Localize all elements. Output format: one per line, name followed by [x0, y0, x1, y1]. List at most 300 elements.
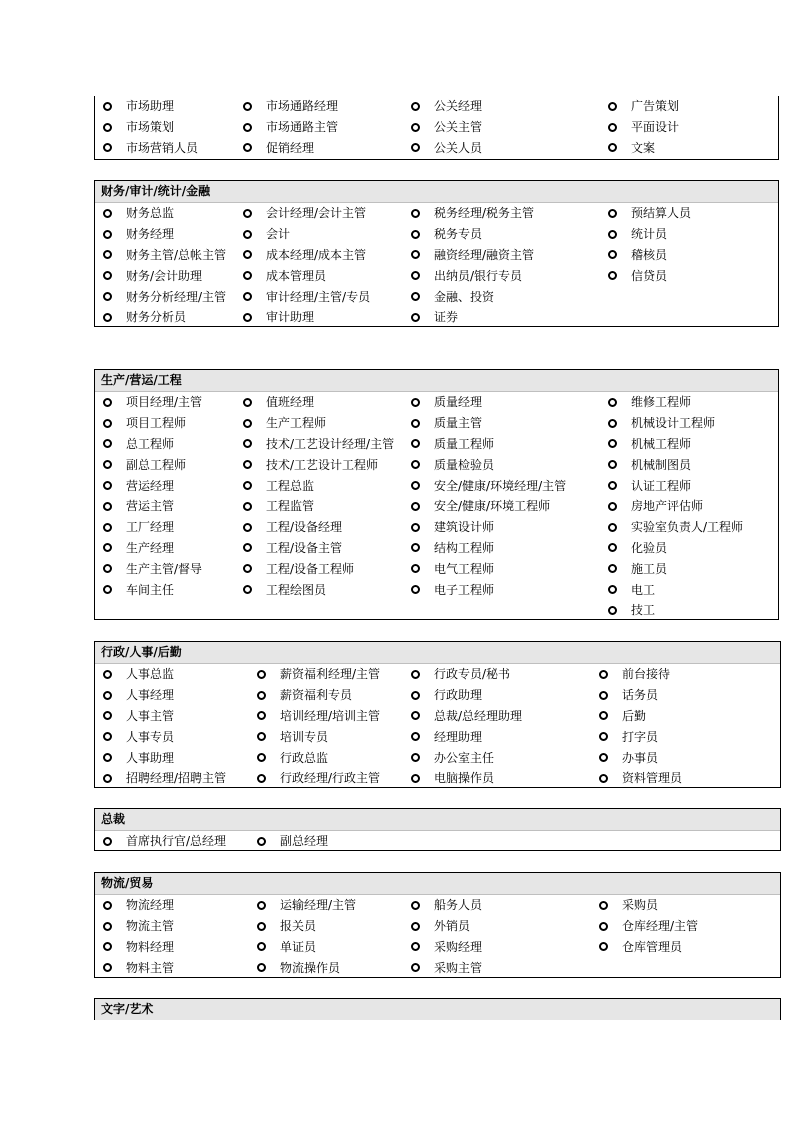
bullet-icon [243, 419, 252, 428]
bullet-icon [103, 419, 112, 428]
item-label: 融资经理/融资主管 [434, 247, 535, 262]
list-item[interactable] [411, 286, 494, 307]
bullet-icon [103, 398, 112, 407]
list-item[interactable] [103, 434, 174, 455]
bullet-icon [608, 502, 617, 511]
list-item[interactable] [243, 413, 326, 434]
bullet-icon [608, 398, 617, 407]
list-item[interactable] [103, 265, 202, 286]
bullet-icon [103, 123, 112, 132]
list-item[interactable] [103, 307, 186, 328]
item-label: 稽核员 [631, 247, 668, 262]
section-writing [94, 998, 781, 1020]
bullet-icon [608, 250, 617, 259]
bullet-icon [599, 942, 608, 951]
table-row [95, 138, 778, 159]
item-label: 人事助理 [126, 750, 175, 765]
list-item[interactable] [599, 664, 670, 685]
list-item[interactable] [411, 726, 482, 747]
bullet-icon [103, 901, 112, 910]
item-label: 外销员 [434, 919, 471, 934]
list-item[interactable] [608, 496, 703, 517]
list-item[interactable] [411, 496, 550, 517]
list-item[interactable] [103, 138, 198, 159]
list-item[interactable] [411, 434, 494, 455]
item-label: 电工 [631, 582, 656, 597]
item-label: 项目经理/主管 [126, 395, 203, 410]
list-item[interactable] [103, 831, 226, 852]
table-row [95, 726, 780, 747]
list-item[interactable] [411, 579, 494, 600]
list-item[interactable] [257, 664, 380, 685]
list-item[interactable] [243, 203, 366, 224]
bullet-icon [411, 942, 420, 951]
item-label: 电脑操作员 [434, 771, 495, 786]
list-item[interactable] [411, 538, 494, 559]
list-item[interactable] [411, 685, 482, 706]
list-item[interactable] [411, 224, 482, 245]
item-label: 物流经理 [126, 898, 175, 913]
list-item[interactable] [243, 286, 370, 307]
table-row [95, 392, 778, 413]
bullet-icon [243, 143, 252, 152]
item-label: 薪资福利经理/主管 [280, 667, 381, 682]
item-label: 促销经理 [266, 140, 315, 155]
list-item[interactable] [257, 747, 328, 768]
item-label: 质量检验员 [434, 457, 495, 472]
item-label: 人事总监 [126, 667, 175, 682]
item-label: 信贷员 [631, 268, 668, 283]
list-item[interactable] [243, 517, 342, 538]
bullet-icon [103, 523, 112, 532]
list-item[interactable] [608, 392, 691, 413]
table-row [95, 664, 780, 685]
list-item[interactable] [243, 117, 338, 138]
list-item[interactable] [411, 454, 494, 475]
bullet-icon [243, 292, 252, 301]
bullet-icon [103, 230, 112, 239]
bullet-icon [243, 230, 252, 239]
list-item[interactable] [608, 413, 715, 434]
list-item[interactable] [103, 224, 174, 245]
table-row [95, 937, 780, 958]
list-item[interactable] [103, 916, 174, 937]
item-label: 人事专员 [126, 729, 175, 744]
item-label: 电气工程师 [434, 561, 495, 576]
item-label: 采购员 [622, 898, 659, 913]
item-label: 薪资福利专员 [280, 688, 353, 703]
table-row [95, 538, 778, 559]
item-label: 质量主管 [434, 416, 483, 431]
item-label: 化验员 [631, 540, 668, 555]
item-label: 工厂经理 [126, 520, 175, 535]
list-item[interactable] [243, 96, 338, 117]
table-row [95, 706, 780, 727]
list-item[interactable] [103, 937, 174, 958]
list-item[interactable] [257, 685, 352, 706]
table-row [95, 96, 778, 117]
list-item[interactable] [103, 475, 174, 496]
item-label: 金融、投资 [434, 289, 495, 304]
list-item[interactable] [411, 664, 510, 685]
list-item[interactable] [243, 454, 378, 475]
bullet-icon [599, 901, 608, 910]
list-item[interactable] [103, 538, 174, 559]
table-row [95, 916, 780, 937]
item-label: 工程监管 [266, 499, 315, 514]
list-item[interactable] [103, 413, 186, 434]
item-label: 项目工程师 [126, 416, 187, 431]
bullet-icon [411, 963, 420, 972]
bullet-icon [103, 837, 112, 846]
list-item[interactable] [103, 685, 174, 706]
bullet-icon [103, 732, 112, 741]
bullet-icon [608, 606, 617, 615]
list-item[interactable] [608, 96, 679, 117]
list-item[interactable] [103, 96, 174, 117]
bullet-icon [608, 419, 617, 428]
list-item[interactable] [243, 538, 342, 559]
list-item[interactable] [608, 454, 691, 475]
bullet-icon [411, 143, 420, 152]
item-label: 公关主管 [434, 120, 483, 135]
section-body [95, 895, 780, 978]
item-label: 工程/设备主管 [266, 540, 343, 555]
item-label: 安全/健康/环境工程师 [434, 499, 551, 514]
list-item[interactable] [103, 747, 174, 768]
section-body [95, 392, 778, 621]
bullet-icon [608, 564, 617, 573]
bullet-icon [257, 670, 266, 679]
list-item[interactable] [243, 475, 314, 496]
item-label: 市场营销人员 [126, 140, 199, 155]
table-row [95, 496, 778, 517]
item-label: 副总经理 [280, 834, 329, 849]
bullet-icon [411, 585, 420, 594]
list-item[interactable] [599, 768, 682, 789]
bullet-icon [243, 209, 252, 218]
list-item[interactable] [608, 558, 667, 579]
bullet-icon [103, 922, 112, 931]
item-label: 维修工程师 [631, 395, 692, 410]
list-item[interactable] [411, 916, 470, 937]
item-label: 单证员 [280, 939, 317, 954]
list-item[interactable] [257, 726, 328, 747]
bullet-icon [411, 753, 420, 762]
list-item[interactable] [608, 138, 655, 159]
list-item[interactable] [257, 895, 356, 916]
list-item[interactable] [411, 768, 494, 789]
section-executive [94, 808, 781, 851]
item-label: 会计经理/会计主管 [266, 206, 367, 221]
item-label: 资料管理员 [622, 771, 683, 786]
list-item[interactable] [608, 579, 655, 600]
item-label: 采购主管 [434, 960, 483, 975]
section-header: 总裁 [95, 809, 780, 831]
bullet-icon [103, 271, 112, 280]
list-item[interactable] [257, 706, 380, 727]
list-item[interactable] [103, 664, 174, 685]
list-item[interactable] [103, 203, 174, 224]
bullet-icon [243, 250, 252, 259]
bullet-icon [411, 543, 420, 552]
item-label: 车间主任 [126, 582, 175, 597]
bullet-icon [103, 250, 112, 259]
bullet-icon [243, 523, 252, 532]
list-item[interactable] [411, 957, 482, 978]
bullet-icon [103, 209, 112, 218]
bullet-icon [608, 543, 617, 552]
list-item[interactable] [608, 600, 655, 621]
table-row [95, 747, 780, 768]
bullet-icon [411, 774, 420, 783]
bullet-icon [411, 439, 420, 448]
item-label: 施工员 [631, 561, 668, 576]
list-item[interactable] [411, 937, 482, 958]
item-label: 生产经理 [126, 540, 175, 555]
section-body [95, 203, 778, 328]
list-item[interactable] [608, 224, 667, 245]
section-finance [94, 180, 779, 327]
list-item[interactable] [608, 245, 667, 266]
section-header: 物流/贸易 [95, 873, 780, 895]
list-item[interactable] [411, 96, 482, 117]
item-label: 统计员 [631, 227, 668, 242]
bullet-icon [608, 523, 617, 532]
item-label: 工程/设备工程师 [266, 561, 355, 576]
item-label: 市场通路经理 [266, 99, 339, 114]
bullet-icon [608, 585, 617, 594]
list-item[interactable] [599, 706, 646, 727]
table-row [95, 895, 780, 916]
bullet-icon [599, 753, 608, 762]
list-item[interactable] [608, 538, 667, 559]
bullet-icon [411, 419, 420, 428]
item-label: 税务经理/税务主管 [434, 206, 535, 221]
bullet-icon [257, 963, 266, 972]
list-item[interactable] [103, 706, 174, 727]
item-label: 招聘经理/招聘主管 [126, 771, 227, 786]
list-item[interactable] [257, 937, 316, 958]
list-item[interactable] [243, 224, 290, 245]
list-item[interactable] [257, 831, 328, 852]
list-item[interactable] [103, 895, 174, 916]
list-item[interactable] [411, 517, 494, 538]
list-item[interactable] [411, 413, 482, 434]
bullet-icon [103, 753, 112, 762]
bullet-icon [608, 123, 617, 132]
bullet-icon [257, 922, 266, 931]
table-row [95, 203, 778, 224]
list-item[interactable] [599, 685, 658, 706]
bullet-icon [608, 439, 617, 448]
list-item[interactable] [411, 475, 566, 496]
list-item[interactable] [608, 475, 691, 496]
section-marketing [94, 96, 779, 160]
list-item[interactable] [411, 245, 534, 266]
bullet-icon [103, 313, 112, 322]
item-label: 培训经理/培训主管 [280, 708, 381, 723]
list-item[interactable] [103, 957, 174, 978]
list-item[interactable] [257, 957, 340, 978]
item-label: 首席执行官/总经理 [126, 834, 227, 849]
list-item[interactable] [103, 558, 202, 579]
item-label: 生产工程师 [266, 416, 327, 431]
list-item[interactable] [257, 916, 316, 937]
list-item[interactable] [599, 916, 698, 937]
item-label: 仓库经理/主管 [622, 919, 699, 934]
list-item[interactable] [103, 286, 226, 307]
bullet-icon [103, 942, 112, 951]
item-label: 物料经理 [126, 939, 175, 954]
bullet-icon [411, 564, 420, 573]
list-item[interactable] [599, 726, 658, 747]
item-label: 行政助理 [434, 688, 483, 703]
list-item[interactable] [411, 265, 522, 286]
list-item[interactable] [103, 392, 202, 413]
item-label: 行政经理/行政主管 [280, 771, 381, 786]
section-header: 财务/审计/统计/金融 [95, 181, 778, 203]
bullet-icon [243, 123, 252, 132]
list-item[interactable] [103, 726, 174, 747]
item-label: 电子工程师 [434, 582, 495, 597]
item-label: 建筑设计师 [434, 520, 495, 535]
list-item[interactable] [243, 307, 314, 328]
bullet-icon [257, 732, 266, 741]
bullet-icon [411, 209, 420, 218]
list-item[interactable] [243, 265, 326, 286]
list-item[interactable] [411, 138, 482, 159]
item-label: 公关人员 [434, 140, 483, 155]
bullet-icon [411, 502, 420, 511]
list-item[interactable] [243, 138, 314, 159]
item-label: 技工 [631, 603, 656, 618]
list-item[interactable] [608, 434, 691, 455]
list-item[interactable] [103, 454, 186, 475]
item-label: 成本管理员 [266, 268, 327, 283]
item-label: 证券 [434, 310, 459, 325]
item-label: 报关员 [280, 919, 317, 934]
item-label: 平面设计 [631, 120, 680, 135]
item-label: 总裁/总经理助理 [434, 708, 523, 723]
bullet-icon [243, 439, 252, 448]
bullet-icon [243, 543, 252, 552]
table-row [95, 307, 778, 328]
bullet-icon [243, 460, 252, 469]
list-item[interactable] [608, 517, 743, 538]
item-label: 市场通路主管 [266, 120, 339, 135]
list-item[interactable] [243, 579, 326, 600]
item-label: 工程总监 [266, 478, 315, 493]
bullet-icon [243, 564, 252, 573]
list-item[interactable] [103, 496, 174, 517]
list-item[interactable] [243, 392, 314, 413]
bullet-icon [103, 292, 112, 301]
bullet-icon [411, 123, 420, 132]
list-item[interactable] [103, 245, 226, 266]
item-label: 行政总监 [280, 750, 329, 765]
item-label: 船务人员 [434, 898, 483, 913]
item-label: 财务/会计助理 [126, 268, 203, 283]
section-production [94, 369, 779, 620]
list-item[interactable] [608, 117, 679, 138]
item-label: 仓库管理员 [622, 939, 683, 954]
bullet-icon [257, 901, 266, 910]
bullet-icon [103, 670, 112, 679]
list-item[interactable] [411, 895, 482, 916]
list-item[interactable] [243, 558, 354, 579]
section-admin [94, 641, 781, 788]
bullet-icon [257, 753, 266, 762]
list-item[interactable] [599, 895, 658, 916]
list-item[interactable] [599, 747, 658, 768]
item-label: 前台接待 [622, 667, 671, 682]
list-item[interactable] [257, 768, 380, 789]
list-item[interactable] [411, 203, 534, 224]
bullet-icon [103, 774, 112, 783]
table-row [95, 265, 778, 286]
item-label: 物流主管 [126, 919, 175, 934]
bullet-icon [411, 670, 420, 679]
item-label: 人事经理 [126, 688, 175, 703]
item-label: 行政专员/秘书 [434, 667, 511, 682]
list-item[interactable] [411, 558, 494, 579]
bullet-icon [411, 271, 420, 280]
item-label: 工程绘图员 [266, 582, 327, 597]
item-label: 预结算人员 [631, 206, 692, 221]
list-item[interactable] [103, 768, 226, 789]
list-item[interactable] [411, 117, 482, 138]
bullet-icon [257, 774, 266, 783]
list-item[interactable] [411, 747, 494, 768]
section-logistics [94, 872, 781, 978]
list-item[interactable] [243, 434, 394, 455]
list-item[interactable] [103, 579, 174, 600]
item-label: 总工程师 [126, 436, 175, 451]
item-label: 副总工程师 [126, 457, 187, 472]
item-label: 话务员 [622, 688, 659, 703]
list-item[interactable] [243, 496, 314, 517]
item-label: 会计 [266, 227, 291, 242]
table-row [95, 957, 780, 978]
list-item[interactable] [411, 307, 458, 328]
bullet-icon [411, 523, 420, 532]
list-item[interactable] [243, 245, 366, 266]
bullet-icon [599, 691, 608, 700]
list-item[interactable] [608, 203, 691, 224]
item-label: 机械制图员 [631, 457, 692, 472]
bullet-icon [103, 963, 112, 972]
item-label: 生产主管/督导 [126, 561, 203, 576]
bullet-icon [599, 670, 608, 679]
table-row [95, 245, 778, 266]
item-label: 营运经理 [126, 478, 175, 493]
item-label: 物流操作员 [280, 960, 341, 975]
list-item[interactable] [599, 937, 682, 958]
list-item[interactable] [608, 265, 667, 286]
bullet-icon [103, 585, 112, 594]
list-item[interactable] [411, 706, 522, 727]
table-row [95, 600, 778, 621]
item-label: 财务分析经理/主管 [126, 289, 227, 304]
list-item[interactable] [411, 392, 482, 413]
list-item[interactable] [103, 117, 174, 138]
list-item[interactable] [103, 517, 174, 538]
item-label: 质量工程师 [434, 436, 495, 451]
item-label: 物料主管 [126, 960, 175, 975]
item-label: 成本经理/成本主管 [266, 247, 367, 262]
bullet-icon [411, 230, 420, 239]
